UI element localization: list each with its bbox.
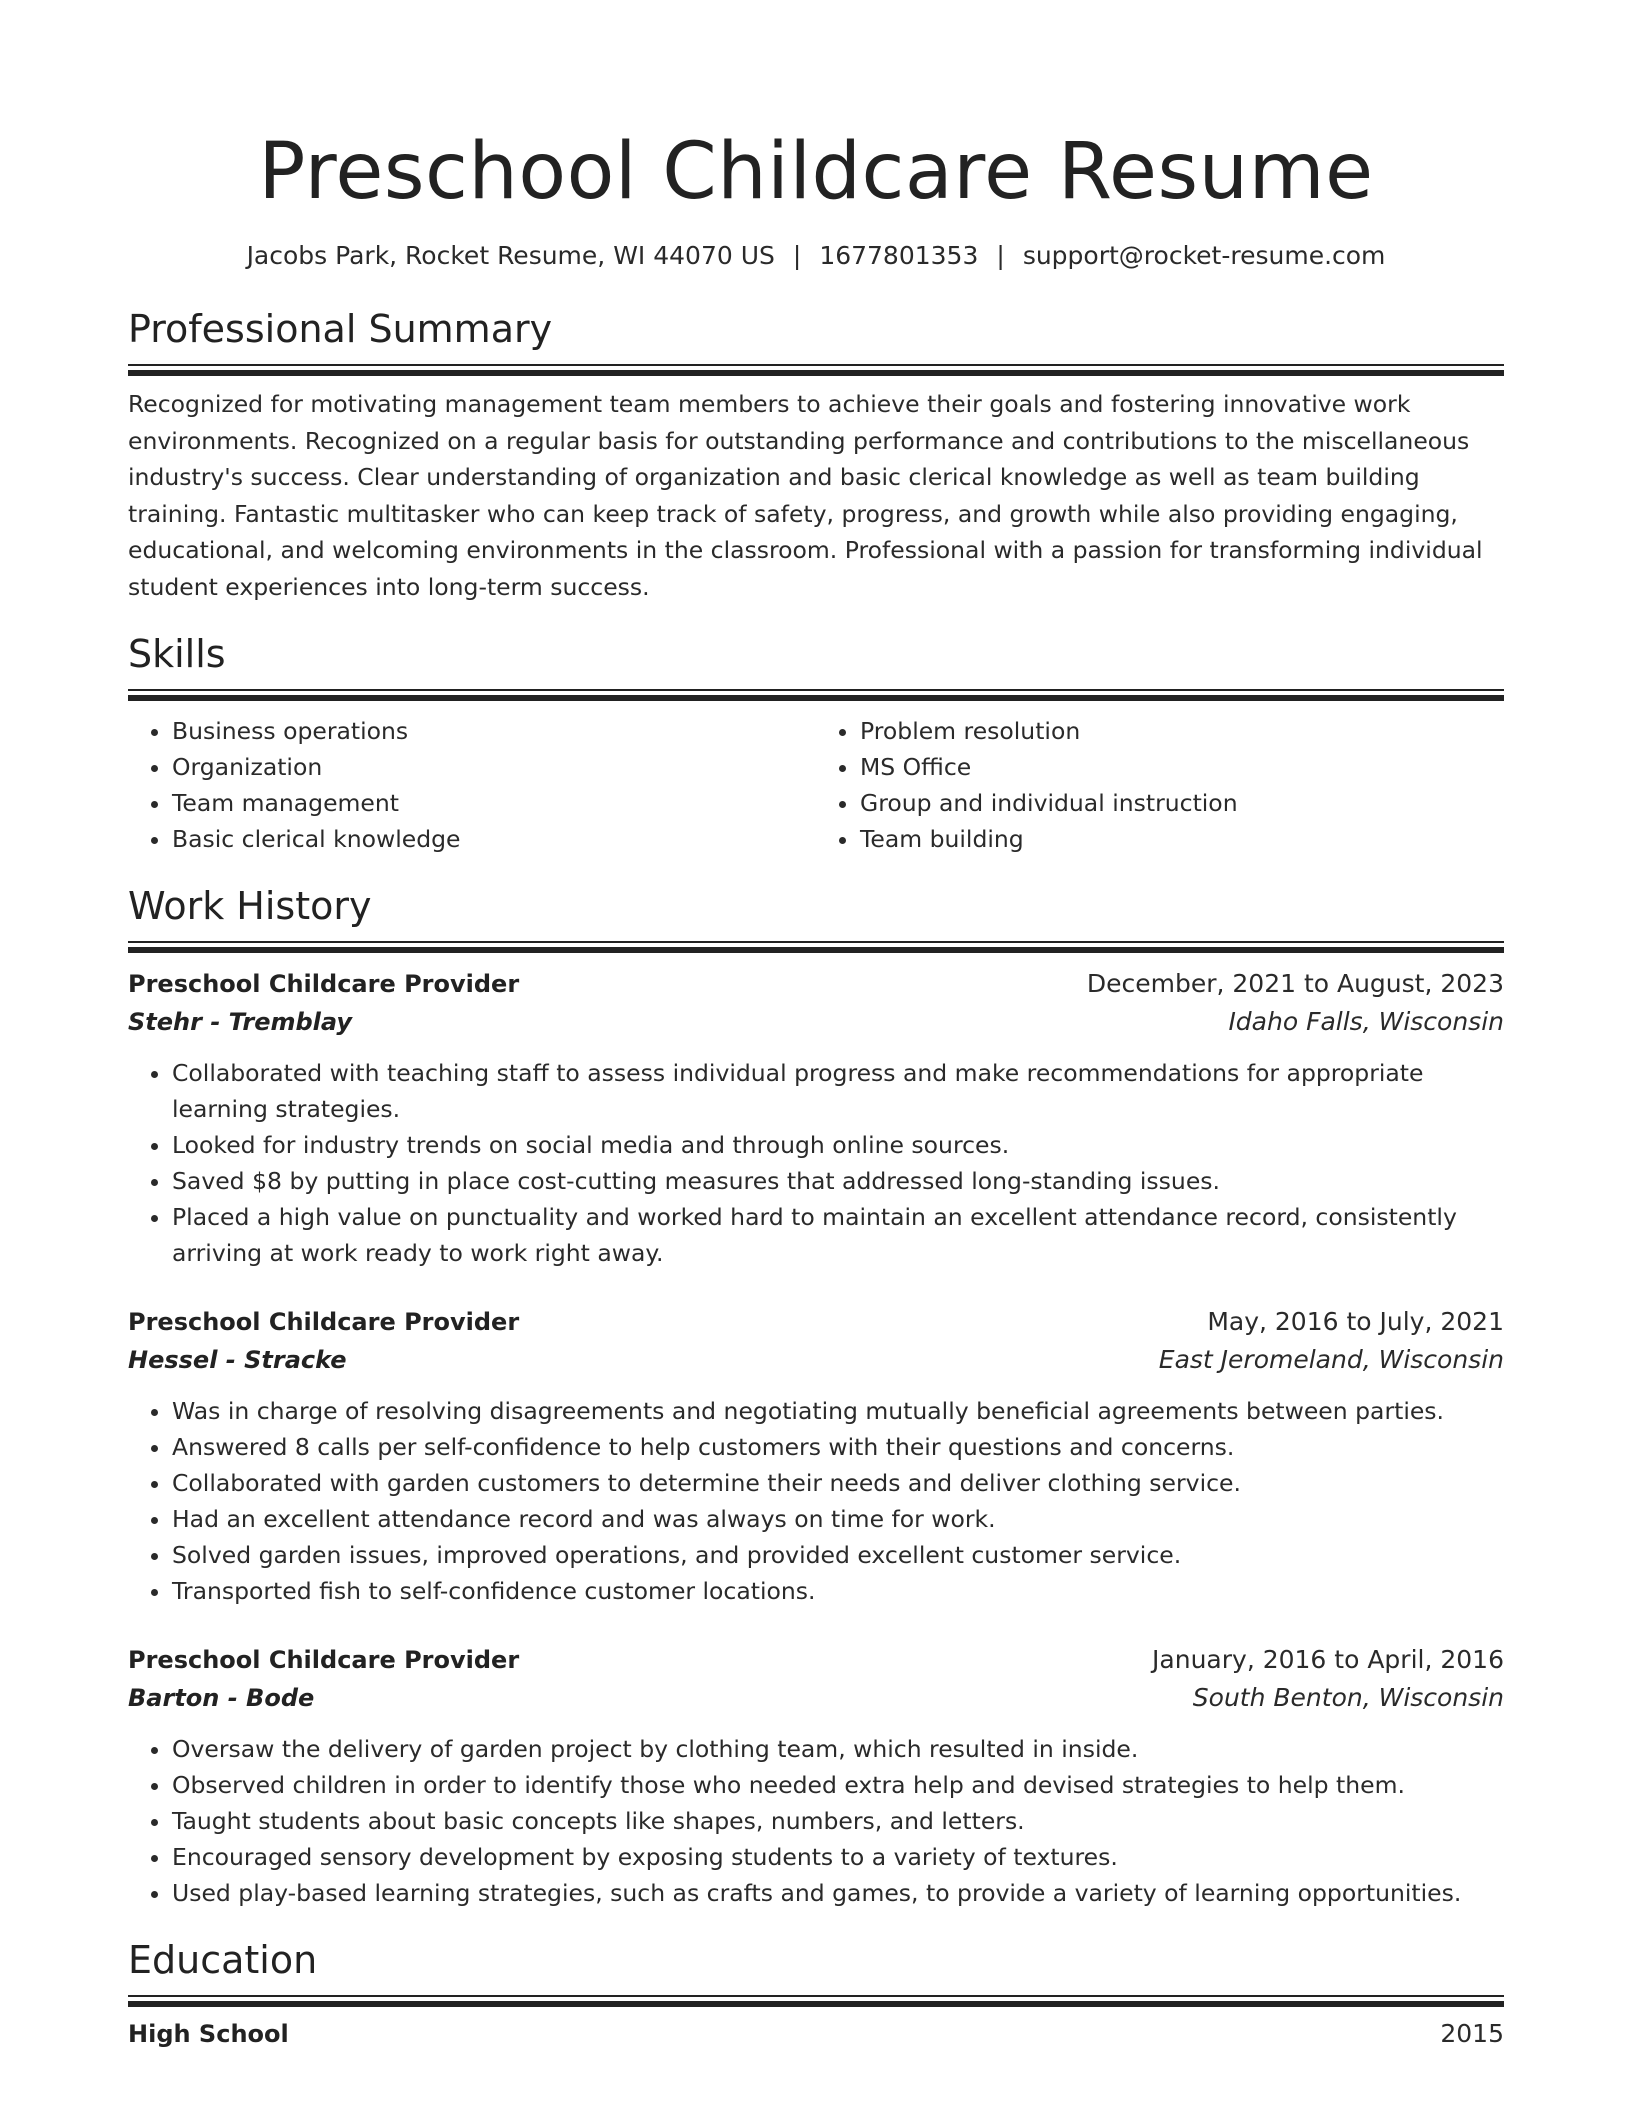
job-company: Barton - Bode bbox=[128, 1684, 315, 1712]
job-entry bbox=[128, 1303, 1504, 1609]
skill-item: • Group and individual instruction bbox=[860, 785, 1504, 821]
job-bullet: • Transported fish to self-confidence customer locations. bbox=[172, 1573, 1504, 1609]
section-heading-summary: Professional Summary bbox=[128, 307, 553, 351]
section-skills bbox=[128, 631, 1504, 857]
job-location: South Benton, Wisconsin bbox=[1192, 1683, 1504, 1712]
job-bullet: • Solved garden issues, improved operations, and provided excellent customer service. bbox=[172, 1537, 1504, 1573]
skill-item: • Team management bbox=[172, 785, 816, 821]
skills-list-right bbox=[816, 713, 1504, 857]
job-title: Preschool Childcare Provider bbox=[128, 1646, 520, 1674]
job-bullet: • Answered 8 calls per self-confidence to help customers with their questions and concerns. bbox=[172, 1429, 1504, 1465]
section-heading-work-history: Work History bbox=[128, 884, 372, 928]
section-divider bbox=[128, 1995, 1504, 2007]
job-bullet: • Was in charge of resolving disagreements and negotiating mutually beneficial agreements between parties. bbox=[172, 1393, 1504, 1429]
job-bullet: • Saved $8 by putting in place cost-cutting measures that addressed long-standing issues. bbox=[172, 1163, 1504, 1199]
job-bullet: • Taught students about basic concepts like shapes, numbers, and letters. bbox=[172, 1803, 1504, 1839]
job-location: East Jeromeland, Wisconsin bbox=[1158, 1345, 1504, 1374]
job-header-row bbox=[128, 1641, 1504, 1679]
contact-separator: | bbox=[996, 241, 1005, 270]
job-subheader-row bbox=[128, 1679, 1504, 1717]
job-dates: January, 2016 to April, 2016 bbox=[1152, 1645, 1504, 1674]
job-bullet: • Looked for industry trends on social media and through online sources. bbox=[172, 1127, 1504, 1163]
job-title: Preschool Childcare Provider bbox=[128, 1308, 520, 1336]
section-education bbox=[128, 1937, 1504, 2053]
job-bullet-list bbox=[128, 1393, 1504, 1609]
skills-columns bbox=[128, 713, 1504, 857]
job-bullet: • Observed children in order to identify those who needed extra help and devised strategies to help them. bbox=[172, 1767, 1504, 1803]
section-divider bbox=[128, 941, 1504, 953]
summary-text: Recognized for motivating management team members to achieve their goals and fostering innovative work environments. Recognized on a regular basis for outstanding performance and contributions to the miscellaneous industry's success. Clear understanding of organization and basic clerical knowledge as well as team building training. Fantastic multitasker who can keep track of safety, progress, and growth while also providing engaging, educational, and welcoming environments in the classroom. Professional with a passion for transforming individual student experiences into long-term success. bbox=[128, 390, 1483, 601]
skill-item: • MS Office bbox=[860, 749, 1504, 785]
job-bullet-list bbox=[128, 1731, 1504, 1911]
job-entry bbox=[128, 1641, 1504, 1911]
job-bullet-list bbox=[128, 1055, 1504, 1271]
skill-item: • Business operations bbox=[172, 713, 816, 749]
contact-separator: | bbox=[792, 241, 802, 270]
contact-address: Jacobs Park, Rocket Resume, WI 44070 US bbox=[246, 241, 775, 270]
skill-item: • Organization bbox=[172, 749, 816, 785]
job-header-row bbox=[128, 965, 1504, 1003]
education-year: 2015 bbox=[1440, 2019, 1504, 2048]
job-bullet: • Encouraged sensory development by exposing students to a variety of textures. bbox=[172, 1839, 1504, 1875]
section-heading-skills: Skills bbox=[128, 632, 226, 676]
job-location: Idaho Falls, Wisconsin bbox=[1228, 1007, 1504, 1036]
job-bullet: • Oversaw the delivery of garden project by clothing team, which resulted in inside. bbox=[172, 1731, 1504, 1767]
job-bullet: • Collaborated with teaching staff to assess individual progress and make recommendations for appropriate learning strategies. bbox=[172, 1055, 1504, 1127]
contact-email: support@rocket-resume.com bbox=[1022, 241, 1386, 270]
skill-item: • Problem resolution bbox=[860, 713, 1504, 749]
contact-phone: 1677801353 bbox=[819, 241, 979, 270]
job-dates: May, 2016 to July, 2021 bbox=[1207, 1307, 1504, 1336]
skills-list-left bbox=[128, 713, 816, 857]
job-subheader-row bbox=[128, 1341, 1504, 1379]
job-header-row bbox=[128, 1303, 1504, 1341]
job-title: Preschool Childcare Provider bbox=[128, 970, 520, 998]
section-summary bbox=[128, 306, 1504, 605]
job-bullet: • Had an excellent attendance record and was always on time for work. bbox=[172, 1501, 1504, 1537]
education-row bbox=[128, 2015, 1504, 2053]
section-divider bbox=[128, 364, 1504, 376]
section-heading-education: Education bbox=[128, 1938, 318, 1982]
job-entry bbox=[128, 965, 1504, 1271]
resume-title: Preschool Childcare Resume bbox=[258, 127, 1374, 217]
job-bullet: • Placed a high value on punctuality and worked hard to maintain an excellent attendance record, consistently arriving at work ready to work right away. bbox=[172, 1199, 1504, 1271]
job-bullet: • Collaborated with garden customers to determine their needs and deliver clothing service. bbox=[172, 1465, 1504, 1501]
section-divider bbox=[128, 689, 1504, 701]
skill-item: • Team building bbox=[860, 821, 1504, 857]
job-subheader-row bbox=[128, 1003, 1504, 1041]
job-dates: December, 2021 to August, 2023 bbox=[1086, 969, 1504, 998]
education-entry bbox=[128, 2015, 1504, 2053]
education-degree: High School bbox=[128, 2020, 289, 2048]
skill-item: • Basic clerical knowledge bbox=[172, 821, 816, 857]
section-work-history bbox=[128, 883, 1504, 1911]
job-company: Stehr - Tremblay bbox=[128, 1008, 352, 1036]
job-company: Hessel - Stracke bbox=[128, 1346, 347, 1374]
job-bullet: • Used play-based learning strategies, such as crafts and games, to provide a variety of learning opportunities. bbox=[172, 1875, 1504, 1911]
contact-line bbox=[128, 240, 1504, 272]
